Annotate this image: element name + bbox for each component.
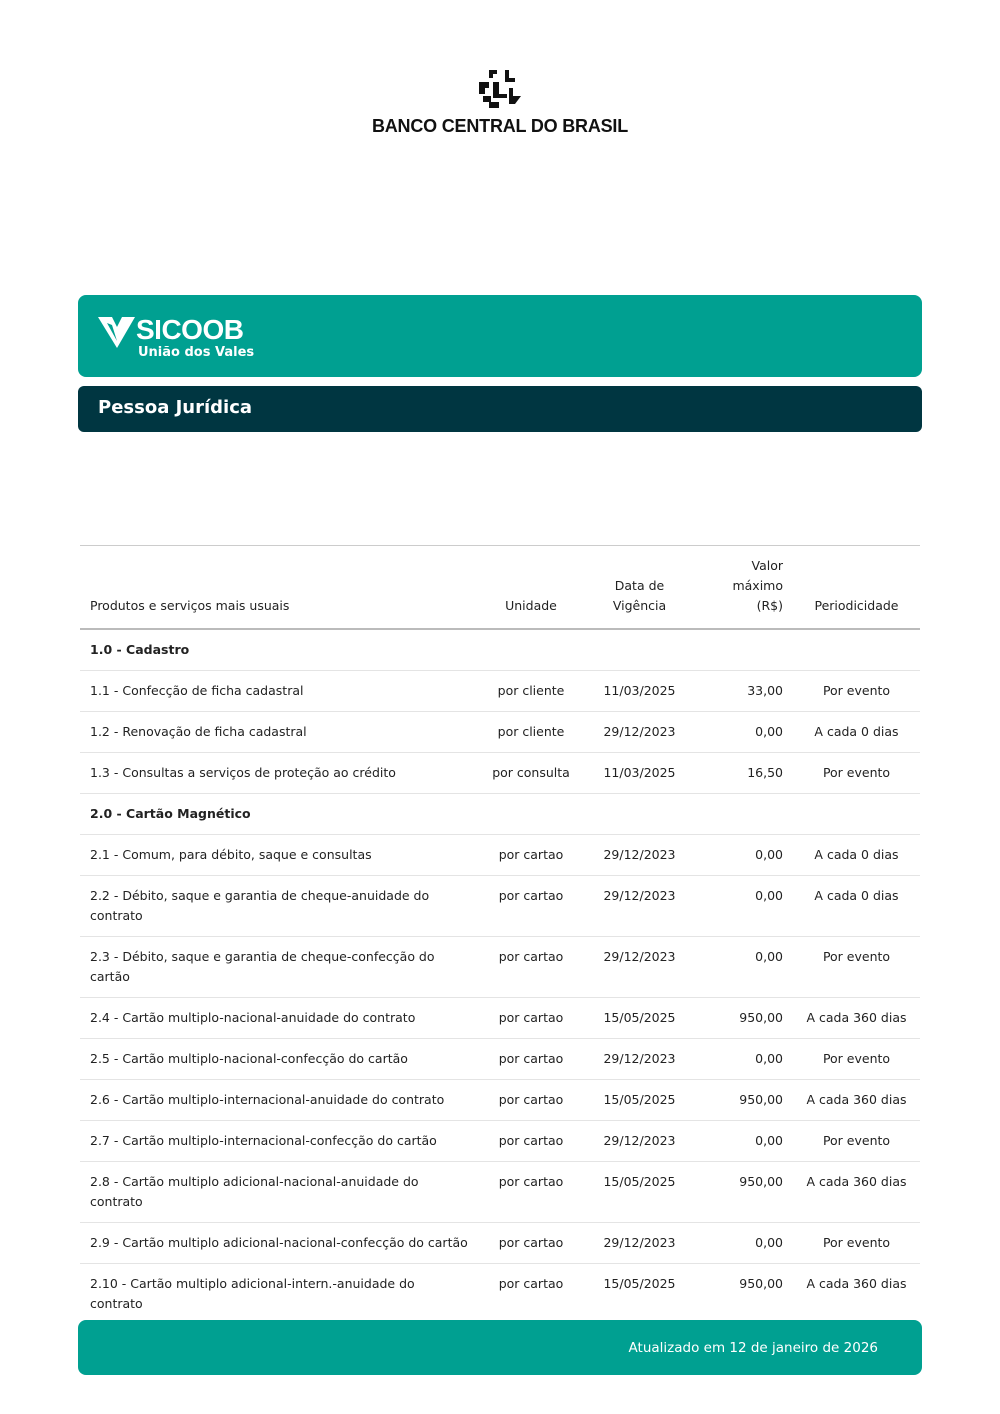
col-value: Valor máximo (R$) <box>697 546 793 630</box>
periodicity: A cada 360 dias <box>793 1080 920 1121</box>
table-row <box>80 753 920 794</box>
effective-date: 11/03/2025 <box>582 671 697 712</box>
periodicity: Por evento <box>793 1223 920 1264</box>
periodicity: A cada 0 dias <box>793 712 920 753</box>
product-name: 1.2 - Renovação de ficha cadastral <box>80 712 480 753</box>
table-row <box>80 1039 920 1080</box>
unit: por cliente <box>480 712 582 753</box>
col-product: Produtos e serviços mais usuais <box>80 546 480 630</box>
product-name: 2.7 - Cartão multiplo-internacional-confecção do cartão <box>80 1121 480 1162</box>
table-row <box>80 1121 920 1162</box>
periodicity: A cada 0 dias <box>793 876 920 937</box>
sicoob-banner <box>78 295 922 377</box>
table-row <box>80 1162 920 1223</box>
section-row <box>80 629 920 671</box>
periodicity: Por evento <box>793 671 920 712</box>
fees-table <box>80 545 920 1325</box>
table-row <box>80 876 920 937</box>
periodicity: Por evento <box>793 937 920 998</box>
max-value: 0,00 <box>697 1121 793 1162</box>
unit: por cartao <box>480 1162 582 1223</box>
unit: por cartao <box>480 937 582 998</box>
periodicity: Por evento <box>793 1121 920 1162</box>
periodicity: A cada 360 dias <box>793 1162 920 1223</box>
max-value: 33,00 <box>697 671 793 712</box>
max-value: 16,50 <box>697 753 793 794</box>
unit: por cliente <box>480 671 582 712</box>
effective-date: 29/12/2023 <box>582 1121 697 1162</box>
effective-date: 11/03/2025 <box>582 753 697 794</box>
section-label: 2.0 - Cartão Magnético <box>80 794 920 835</box>
section-row <box>80 794 920 835</box>
effective-date: 29/12/2023 <box>582 835 697 876</box>
bcb-logo-icon <box>475 66 525 112</box>
sicoob-mark-icon <box>98 315 136 349</box>
max-value: 0,00 <box>697 835 793 876</box>
table-row <box>80 671 920 712</box>
effective-date: 15/05/2025 <box>582 1264 697 1325</box>
bcb-header <box>0 66 1000 137</box>
max-value: 0,00 <box>697 712 793 753</box>
section-label: 1.0 - Cadastro <box>80 629 920 671</box>
col-unit: Unidade <box>480 546 582 630</box>
effective-date: 15/05/2025 <box>582 1080 697 1121</box>
unit: por consulta <box>480 753 582 794</box>
periodicity: Por evento <box>793 1039 920 1080</box>
unit: por cartao <box>480 835 582 876</box>
unit: por cartao <box>480 876 582 937</box>
sicoob-subtitle: União dos Vales <box>138 345 255 360</box>
product-name: 2.8 - Cartão multiplo adicional-nacional-anuidade do contrato <box>80 1162 480 1223</box>
table-row <box>80 835 920 876</box>
max-value: 0,00 <box>697 937 793 998</box>
max-value: 950,00 <box>697 1264 793 1325</box>
max-value: 950,00 <box>697 1080 793 1121</box>
effective-date: 29/12/2023 <box>582 712 697 753</box>
table-row <box>80 937 920 998</box>
max-value: 0,00 <box>697 876 793 937</box>
product-name: 2.10 - Cartão multiplo adicional-intern.-anuidade do contrato <box>80 1264 480 1325</box>
product-name: 2.1 - Comum, para débito, saque e consultas <box>80 835 480 876</box>
effective-date: 29/12/2023 <box>582 1223 697 1264</box>
max-value: 0,00 <box>697 1223 793 1264</box>
effective-date: 15/05/2025 <box>582 1162 697 1223</box>
table-row <box>80 1223 920 1264</box>
unit: por cartao <box>480 998 582 1039</box>
footer-banner <box>78 1320 922 1375</box>
effective-date: 29/12/2023 <box>582 1039 697 1080</box>
product-name: 2.5 - Cartão multiplo-nacional-confecção do cartão <box>80 1039 480 1080</box>
max-value: 0,00 <box>697 1039 793 1080</box>
product-name: 2.2 - Débito, saque e garantia de cheque-anuidade do contrato <box>80 876 480 937</box>
max-value: 950,00 <box>697 998 793 1039</box>
effective-date: 29/12/2023 <box>582 937 697 998</box>
product-name: 2.6 - Cartão multiplo-internacional-anuidade do contrato <box>80 1080 480 1121</box>
product-name: 1.3 - Consultas a serviços de proteção ao crédito <box>80 753 480 794</box>
unit: por cartao <box>480 1223 582 1264</box>
unit: por cartao <box>480 1039 582 1080</box>
product-name: 2.3 - Débito, saque e garantia de cheque-confecção do cartão <box>80 937 480 998</box>
table-row <box>80 712 920 753</box>
table-row <box>80 1080 920 1121</box>
col-period: Periodicidade <box>793 546 920 630</box>
periodicity: A cada 0 dias <box>793 835 920 876</box>
unit: por cartao <box>480 1264 582 1325</box>
table-header <box>80 546 920 630</box>
updated-date: Atualizado em 12 de janeiro de 2026 <box>628 1340 878 1356</box>
unit: por cartao <box>480 1080 582 1121</box>
periodicity: A cada 360 dias <box>793 1264 920 1325</box>
periodicity: Por evento <box>793 753 920 794</box>
section-title: Pessoa Jurídica <box>78 386 922 432</box>
product-name: 1.1 - Confecção de ficha cadastral <box>80 671 480 712</box>
table-row <box>80 998 920 1039</box>
sicoob-name: SICOOB <box>136 314 244 345</box>
unit: por cartao <box>480 1121 582 1162</box>
effective-date: 15/05/2025 <box>582 998 697 1039</box>
table-row <box>80 1264 920 1325</box>
col-date: Data de Vigência <box>582 546 697 630</box>
max-value: 950,00 <box>697 1162 793 1223</box>
product-name: 2.9 - Cartão multiplo adicional-nacional-confecção do cartão <box>80 1223 480 1264</box>
bank-name: BANCO CENTRAL DO BRASIL <box>371 116 629 136</box>
periodicity: A cada 360 dias <box>793 998 920 1039</box>
sicoob-logo <box>98 315 254 361</box>
product-name: 2.4 - Cartão multiplo-nacional-anuidade do contrato <box>80 998 480 1039</box>
effective-date: 29/12/2023 <box>582 876 697 937</box>
